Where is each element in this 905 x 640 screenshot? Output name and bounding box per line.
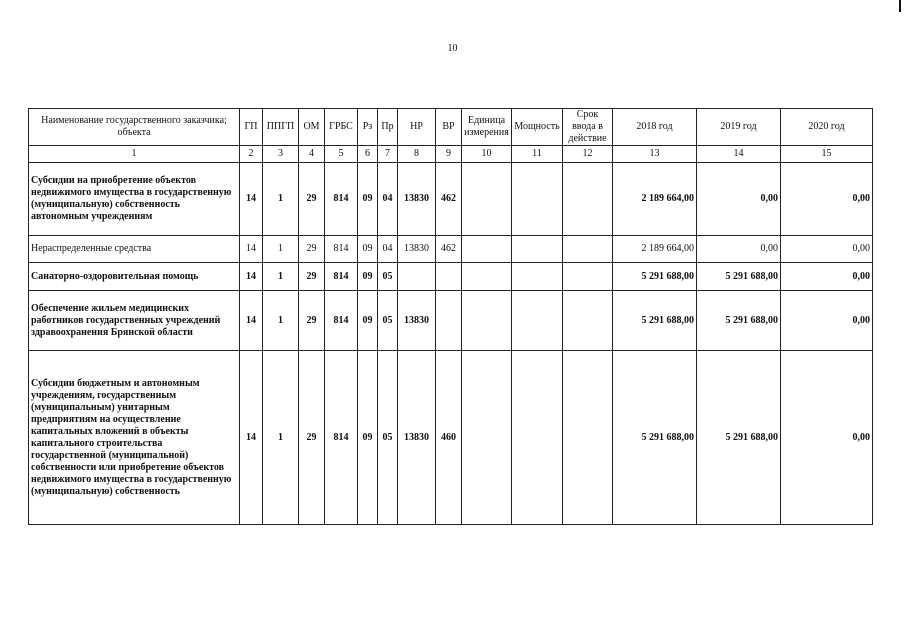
budget-table <box>28 108 873 525</box>
cell-gp: 14 <box>240 263 263 291</box>
cell-nr: 13830 <box>398 351 436 525</box>
cell-2020: 0,00 <box>781 263 873 291</box>
header-2020: 2020 год <box>781 109 873 146</box>
header-name: Наименование государственного заказчика; объекта <box>29 109 240 146</box>
header-unit: Единица измерения <box>462 109 512 146</box>
column-number: 13 <box>613 146 697 163</box>
cell-2019: 0,00 <box>697 163 781 236</box>
cell-ppgp: 1 <box>263 291 299 351</box>
cell-rz: 09 <box>358 351 378 525</box>
cell-capacity <box>512 236 563 263</box>
cell-nr: 13830 <box>398 291 436 351</box>
column-number: 4 <box>299 146 325 163</box>
column-number: 3 <box>263 146 299 163</box>
cell-unit <box>462 236 512 263</box>
header-rz: Рз <box>358 109 378 146</box>
header-term: Срок ввода в действие <box>563 109 613 146</box>
table-row <box>29 263 873 291</box>
cell-2018: 2 189 664,00 <box>613 163 697 236</box>
column-number: 10 <box>462 146 512 163</box>
cell-pr: 05 <box>378 263 398 291</box>
column-number: 7 <box>378 146 398 163</box>
cell-nr: 13830 <box>398 236 436 263</box>
table-row <box>29 351 873 525</box>
cell-term <box>563 163 613 236</box>
cell-vr <box>436 291 462 351</box>
cell-term <box>563 263 613 291</box>
cell-capacity <box>512 163 563 236</box>
header-capacity: Мощность <box>512 109 563 146</box>
header-pr: Пр <box>378 109 398 146</box>
row-name: Субсидии на приобретение объектов недвижимого имущества в государственную (муниципальную) собственность автономным учреждениям <box>29 163 240 236</box>
cell-2019: 5 291 688,00 <box>697 263 781 291</box>
cell-2018: 5 291 688,00 <box>613 263 697 291</box>
column-number: 12 <box>563 146 613 163</box>
cell-2019: 0,00 <box>697 236 781 263</box>
cell-ppgp: 1 <box>263 263 299 291</box>
cell-term <box>563 236 613 263</box>
cell-2019: 5 291 688,00 <box>697 291 781 351</box>
cell-unit <box>462 291 512 351</box>
column-number: 6 <box>358 146 378 163</box>
header-row <box>29 109 873 146</box>
cell-2020: 0,00 <box>781 291 873 351</box>
cell-pr: 05 <box>378 351 398 525</box>
cell-om: 29 <box>299 236 325 263</box>
cell-term <box>563 351 613 525</box>
page-number: 10 <box>447 43 458 54</box>
column-number: 2 <box>240 146 263 163</box>
header-nr: НР <box>398 109 436 146</box>
cell-vr: 460 <box>436 351 462 525</box>
cell-grbs: 814 <box>325 351 358 525</box>
column-number: 5 <box>325 146 358 163</box>
cell-gp: 14 <box>240 351 263 525</box>
column-number-row <box>29 146 873 163</box>
table-row <box>29 163 873 236</box>
cell-2018: 2 189 664,00 <box>613 236 697 263</box>
header-2018: 2018 год <box>613 109 697 146</box>
cell-grbs: 814 <box>325 263 358 291</box>
column-number: 14 <box>697 146 781 163</box>
cell-ppgp: 1 <box>263 163 299 236</box>
table-row <box>29 291 873 351</box>
header-2019: 2019 год <box>697 109 781 146</box>
cell-rz: 09 <box>358 263 378 291</box>
header-vr: ВР <box>436 109 462 146</box>
cell-vr: 462 <box>436 236 462 263</box>
row-name: Субсидии бюджетным и автономным учреждениям, государственным (муниципальным) унитарным предприятиям на осуществление капитальных вложений в объекты капитального строительства государственной (муниципальной) собственности или приобретение объектов недвижимого имущества в государственную (муниципальную) собственность <box>29 351 240 525</box>
cell-2020: 0,00 <box>781 351 873 525</box>
cell-om: 29 <box>299 263 325 291</box>
cell-unit <box>462 263 512 291</box>
cell-grbs: 814 <box>325 163 358 236</box>
cell-2018: 5 291 688,00 <box>613 291 697 351</box>
cell-pr: 04 <box>378 236 398 263</box>
scan-edge-mark <box>899 0 901 12</box>
cell-pr: 04 <box>378 163 398 236</box>
cell-capacity <box>512 351 563 525</box>
header-ppgp: ППГП <box>263 109 299 146</box>
cell-rz: 09 <box>358 291 378 351</box>
cell-capacity <box>512 263 563 291</box>
cell-2018: 5 291 688,00 <box>613 351 697 525</box>
header-grbs: ГРБС <box>325 109 358 146</box>
column-number: 1 <box>29 146 240 163</box>
cell-om: 29 <box>299 351 325 525</box>
cell-om: 29 <box>299 291 325 351</box>
cell-unit <box>462 351 512 525</box>
column-number: 8 <box>398 146 436 163</box>
cell-nr: 13830 <box>398 163 436 236</box>
cell-grbs: 814 <box>325 236 358 263</box>
cell-rz: 09 <box>358 163 378 236</box>
header-gp: ГП <box>240 109 263 146</box>
cell-gp: 14 <box>240 236 263 263</box>
cell-ppgp: 1 <box>263 351 299 525</box>
cell-ppgp: 1 <box>263 236 299 263</box>
table-row <box>29 236 873 263</box>
cell-rz: 09 <box>358 236 378 263</box>
cell-gp: 14 <box>240 291 263 351</box>
row-name: Санаторно-оздоровительная помощь <box>29 263 240 291</box>
cell-vr <box>436 263 462 291</box>
header-om: ОМ <box>299 109 325 146</box>
cell-gp: 14 <box>240 163 263 236</box>
cell-vr: 462 <box>436 163 462 236</box>
cell-capacity <box>512 291 563 351</box>
cell-om: 29 <box>299 163 325 236</box>
cell-nr <box>398 263 436 291</box>
row-name: Нераспределенные средства <box>29 236 240 263</box>
cell-unit <box>462 163 512 236</box>
column-number: 15 <box>781 146 873 163</box>
cell-2020: 0,00 <box>781 163 873 236</box>
row-name: Обеспечение жильем медицинских работников государственных учреждений здравоохранения Брянской области <box>29 291 240 351</box>
cell-pr: 05 <box>378 291 398 351</box>
cell-term <box>563 291 613 351</box>
cell-2019: 5 291 688,00 <box>697 351 781 525</box>
column-number: 9 <box>436 146 462 163</box>
cell-2020: 0,00 <box>781 236 873 263</box>
column-number: 11 <box>512 146 563 163</box>
cell-grbs: 814 <box>325 291 358 351</box>
